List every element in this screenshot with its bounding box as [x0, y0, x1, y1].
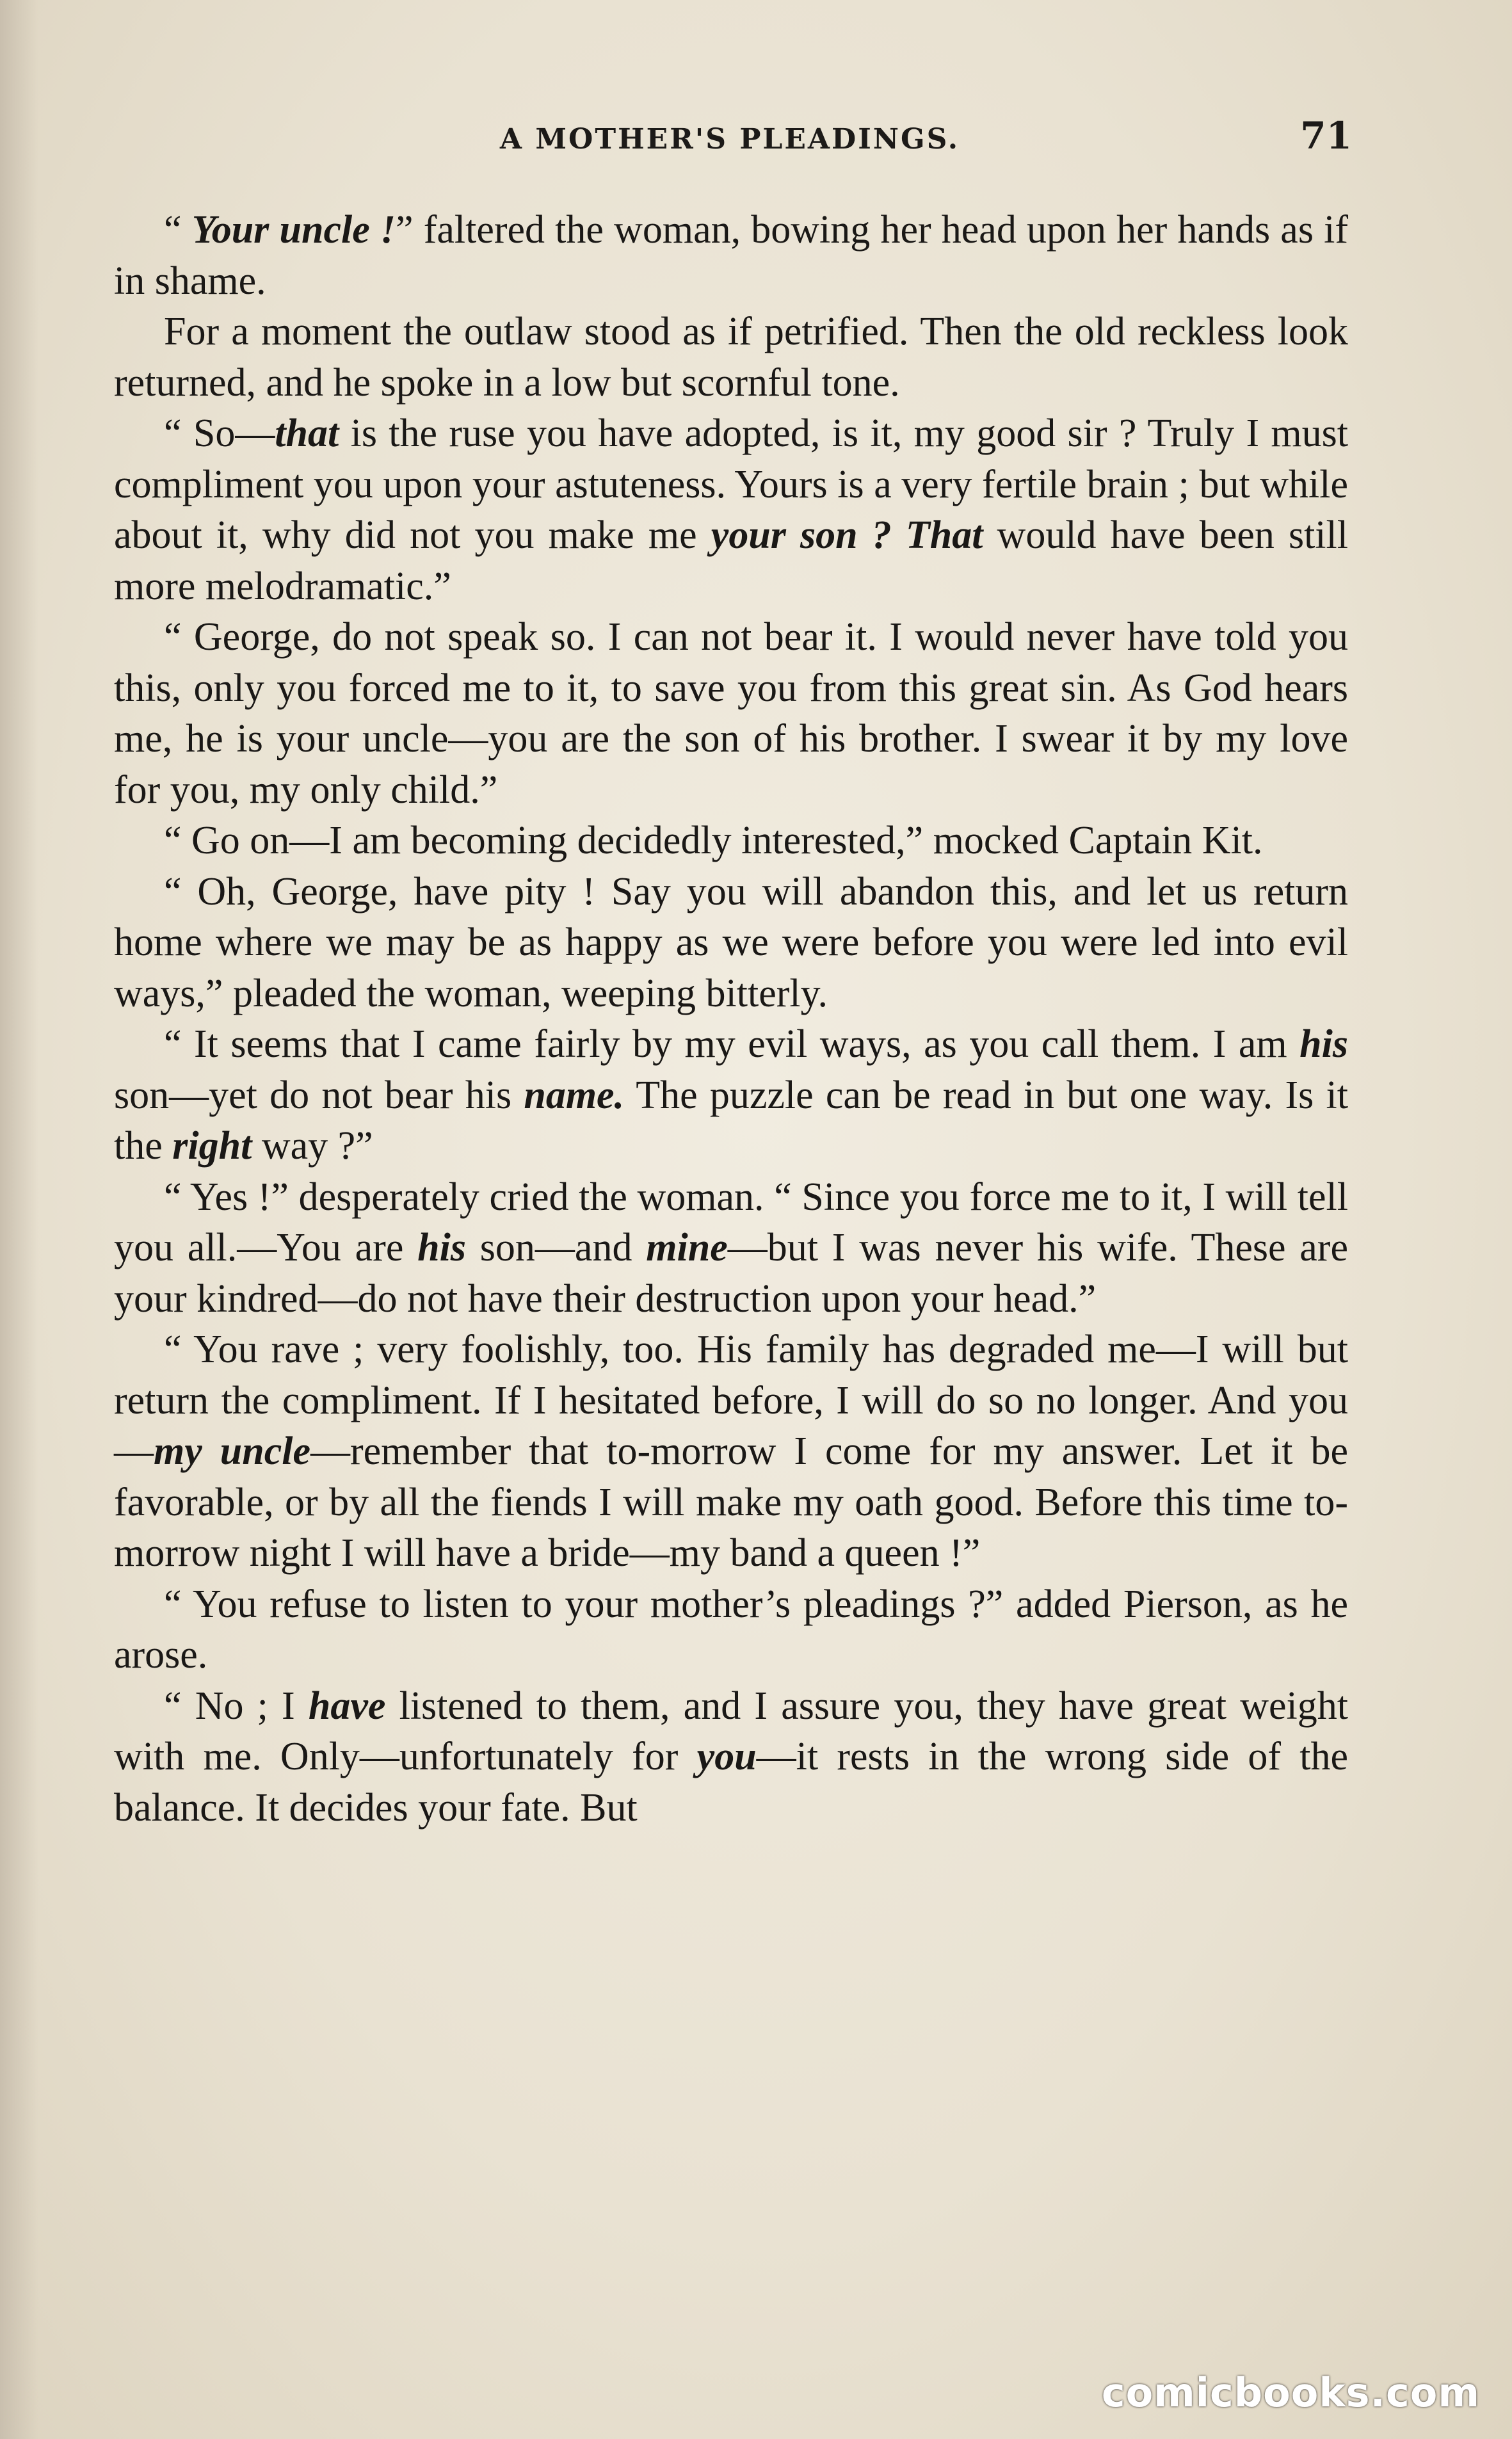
- running-title: A MOTHER'S PLEADINGS.: [499, 123, 960, 156]
- running-head: [115, 108, 1352, 165]
- paragraph: [114, 816, 1348, 867]
- text-run: “ It seems that I came fairly by my evil ways, as you call them. I am: [164, 1022, 1300, 1066]
- text-run: way ?”: [252, 1124, 373, 1168]
- paragraph: [114, 1324, 1348, 1579]
- text-run: “ George, do not speak so. I can not bear it. I would never have told you this, only you forced me to it, to save you from this great sin. As God hears me, he is your uncle—you are the son of his brother. I swear it by my love for you, my only child.”: [114, 615, 1348, 812]
- text-run: “ Go on—I am becoming decidedly interested,” mocked Captain Kit.: [164, 819, 1263, 862]
- italic-run: have: [308, 1684, 386, 1728]
- text-run: —but I was never his wife. These are your kindred—do not have their destruction upon your head.”: [114, 1226, 1348, 1321]
- text-run: “ So—: [164, 412, 275, 455]
- text-run: “ Oh, George, have pity ! Say you will abandon this, and let us return home where we may be as happy as we were before you were led into evil ways,” pleaded the woman, weeping bitterly.: [114, 869, 1348, 1015]
- paragraph: [114, 408, 1348, 612]
- paragraph: [114, 1172, 1348, 1325]
- text-run: “ You refuse to listen to your mother’s pleadings ?” added Pierson, as he arose.: [114, 1582, 1348, 1677]
- paragraph: [114, 1019, 1348, 1172]
- italic-run: mine: [646, 1226, 728, 1269]
- page-edge-shadow: [0, 0, 38, 2439]
- italic-run: you: [696, 1735, 757, 1778]
- text-run: The puzzle can be read in but one way. Is it the: [114, 1073, 1348, 1168]
- text-run: “ Yes !” desperately cried the woman. “ Since you force me to it, I will tell you all.—You are: [114, 1175, 1348, 1269]
- text-run: “ You rave ; very foolishly, too. His family has degraded me—I will but return the compliment. If I hesitated before, I will do so no longer. And you—: [114, 1328, 1348, 1473]
- paragraph: [114, 1681, 1348, 1834]
- text-run: [892, 513, 906, 557]
- italic-run: right: [172, 1124, 252, 1168]
- italic-run: his: [417, 1226, 466, 1269]
- italic-run: that: [275, 412, 339, 455]
- italic-run: his: [1299, 1022, 1348, 1066]
- text-run: “ No ; I: [164, 1684, 309, 1728]
- site-watermark: comicbooks.com: [1101, 2369, 1480, 2416]
- italic-run: name.: [524, 1073, 625, 1117]
- italic-run: my uncle: [154, 1429, 310, 1473]
- paragraph: [114, 612, 1348, 816]
- text-run: son—and: [466, 1226, 647, 1269]
- paragraph: [114, 307, 1348, 408]
- italic-run: That: [905, 513, 983, 557]
- paragraph: [114, 205, 1348, 307]
- italic-run: Your uncle !: [191, 208, 396, 252]
- text-run: ” faltered the woman, bowing her head upon her hands as if in shame.: [114, 208, 1348, 303]
- text-run: —it rests in the wrong side of the balance. It decides your fate. But: [114, 1735, 1348, 1830]
- text-run: For a moment the outlaw stood as if petrified. Then the old reckless look returned, and he spoke in a low but scornful tone.: [114, 310, 1348, 405]
- text-run: would have been still more melodramatic.”: [114, 513, 1348, 608]
- text-run: son—yet do not bear his: [114, 1073, 524, 1117]
- text-run: “: [164, 208, 192, 252]
- paragraph: [114, 1579, 1348, 1681]
- text-run: is the ruse you have adopted, is it, my good sir ? Truly I must compliment you upon your astuteness. Yours is a very fertile brain ; but while about it, why did not you make me: [114, 412, 1348, 557]
- page-number: 71: [1300, 114, 1352, 157]
- body-text: [114, 205, 1348, 1833]
- italic-run: your son ?: [711, 513, 892, 557]
- text-run: listened to them, and I assure you, they have great weight with me. Only—unfortunately for: [114, 1684, 1348, 1778]
- paragraph: [114, 867, 1348, 1020]
- text-run: —remember that to-morrow I come for my answer. Let it be favorable, or by all the fiends I will make my oath good. Before this time to-morrow night I will have a bride—my band a queen !”: [114, 1429, 1348, 1575]
